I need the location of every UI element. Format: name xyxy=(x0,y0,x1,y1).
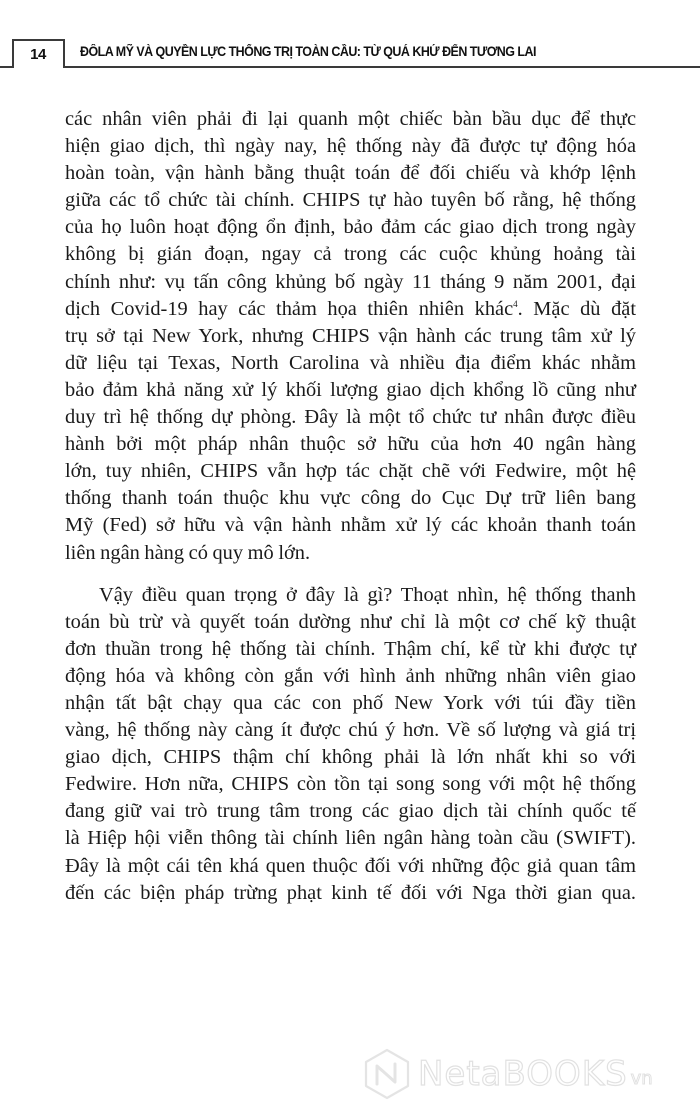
text-line: đang giữ vai trò trung tâm trong các giao dịch tài chính quốc tế xyxy=(65,800,636,823)
text-line: toán bù trừ và quyết toán dường như chỉ là một cơ chế kỹ thuật xyxy=(65,610,636,633)
text-segment: . Mặc dù đặt xyxy=(517,297,636,320)
body-text xyxy=(65,106,636,907)
text-line: hoàn toàn, vận hành bằng thuật toán để đối chiếu và khớp lệnh xyxy=(65,162,636,185)
text-line: liên ngân hàng có quy mô lớn. xyxy=(65,541,311,564)
text-line: bảo đảm khả năng xử lý khối lượng giao dịch khổng lồ cũng như xyxy=(65,378,636,401)
text-line: chính như: vụ tấn công khủng bố ngày 11 tháng 9 năm 2001, đại xyxy=(65,270,636,293)
text-line: đến các biện pháp trừng phạt kinh tế đối với Nga thời gian qua. xyxy=(65,881,636,904)
text-line: lớn, tuy nhiên, CHIPS vẫn hợp tác chặt chẽ với Fedwire, một hệ xyxy=(65,460,636,483)
text-line: hiện giao dịch, thì ngày nay, hệ thống này đã được tự động hóa xyxy=(65,135,636,158)
text-line: động hóa và không còn gắn với hình ảnh những nhân viên giao xyxy=(65,664,636,687)
text-line: Mỹ (Fed) sở hữu và vận hành nhằm xử lý các khoản thanh toán xyxy=(65,514,636,537)
page-number: 14 xyxy=(30,45,46,63)
paragraph-1 xyxy=(65,106,636,567)
text-line: của họ luôn hoạt động ổn định, bảo đảm các giao dịch trong ngày xyxy=(65,216,636,239)
text-line: là Hiệp hội viễn thông tài chính liên ngân hàng toàn cầu (SWIFT). xyxy=(65,827,636,850)
paragraph-2 xyxy=(65,582,636,907)
text-line: thống thanh toán thuộc khu vực công do Cục Dự trữ liên bang xyxy=(65,487,636,510)
text-line: Vậy điều quan trọng ở đây là gì? Thoạt nhìn, hệ thống thanh xyxy=(99,583,636,606)
watermark-brand: NetaBOOKS xyxy=(418,1053,628,1094)
footnote-ref[interactable]: 4 xyxy=(513,298,518,309)
text-segment: dịch Covid-19 hay các thảm họa thiên nhiên khác xyxy=(65,297,514,320)
text-line: giữa các tổ chức tài chính. CHIPS tự hào tuyên bố rằng, hệ thống xyxy=(65,189,636,212)
text-line: vàng, hệ thống này càng ít được chú ý hơn. Về số lượng và giá trị xyxy=(65,719,636,742)
text-line: duy trì hệ thống dự phòng. Đây là một tổ chức tư nhân được điều xyxy=(65,406,636,429)
text-line: nhận tất bật chạy qua các con phố New York với túi đầy tiền xyxy=(65,691,636,714)
text-line: không bị gián đoạn, ngay cả trong các cuộc khủng hoảng tài xyxy=(65,243,636,266)
header-rule-right xyxy=(63,66,700,68)
text-line: đơn thuần trong hệ thống tài chính. Thậm chí, kể từ khi được tự xyxy=(65,637,636,660)
text-line: hành bởi một pháp nhân thuộc sở hữu của hơn 40 ngân hàng xyxy=(65,433,636,456)
hexagon-n-logo-icon xyxy=(362,1048,412,1100)
watermark-suffix: vn xyxy=(630,1068,653,1089)
text-line xyxy=(65,296,636,323)
running-title: ĐÔLA MỸ VÀ QUYỀN LỰC THỐNG TRỊ TOÀN CẦU: TỪ QUÁ KHỨ ĐẾN TƯƠNG LAI xyxy=(80,44,536,59)
netabooks-watermark xyxy=(362,1046,692,1101)
text-line: Fedwire. Hơn nữa, CHIPS còn tồn tại song song với một hệ thống xyxy=(65,773,636,796)
paragraph-gap xyxy=(65,567,636,582)
text-line: Đây là một cái tên khá quen thuộc đối với những độc giả quan tâm xyxy=(65,854,636,877)
text-line: dữ liệu tại Texas, North Carolina và nhiều địa điểm khác nhằm xyxy=(65,351,636,374)
text-line: trụ sở tại New York, nhưng CHIPS vận hành các trung tâm xử lý xyxy=(65,324,636,347)
text-line: giao dịch, CHIPS thậm chí không phải là lớn nhất khi so với xyxy=(65,746,636,769)
text-line: các nhân viên phải đi lại quanh một chiếc bàn bầu dục để thực xyxy=(65,108,636,130)
